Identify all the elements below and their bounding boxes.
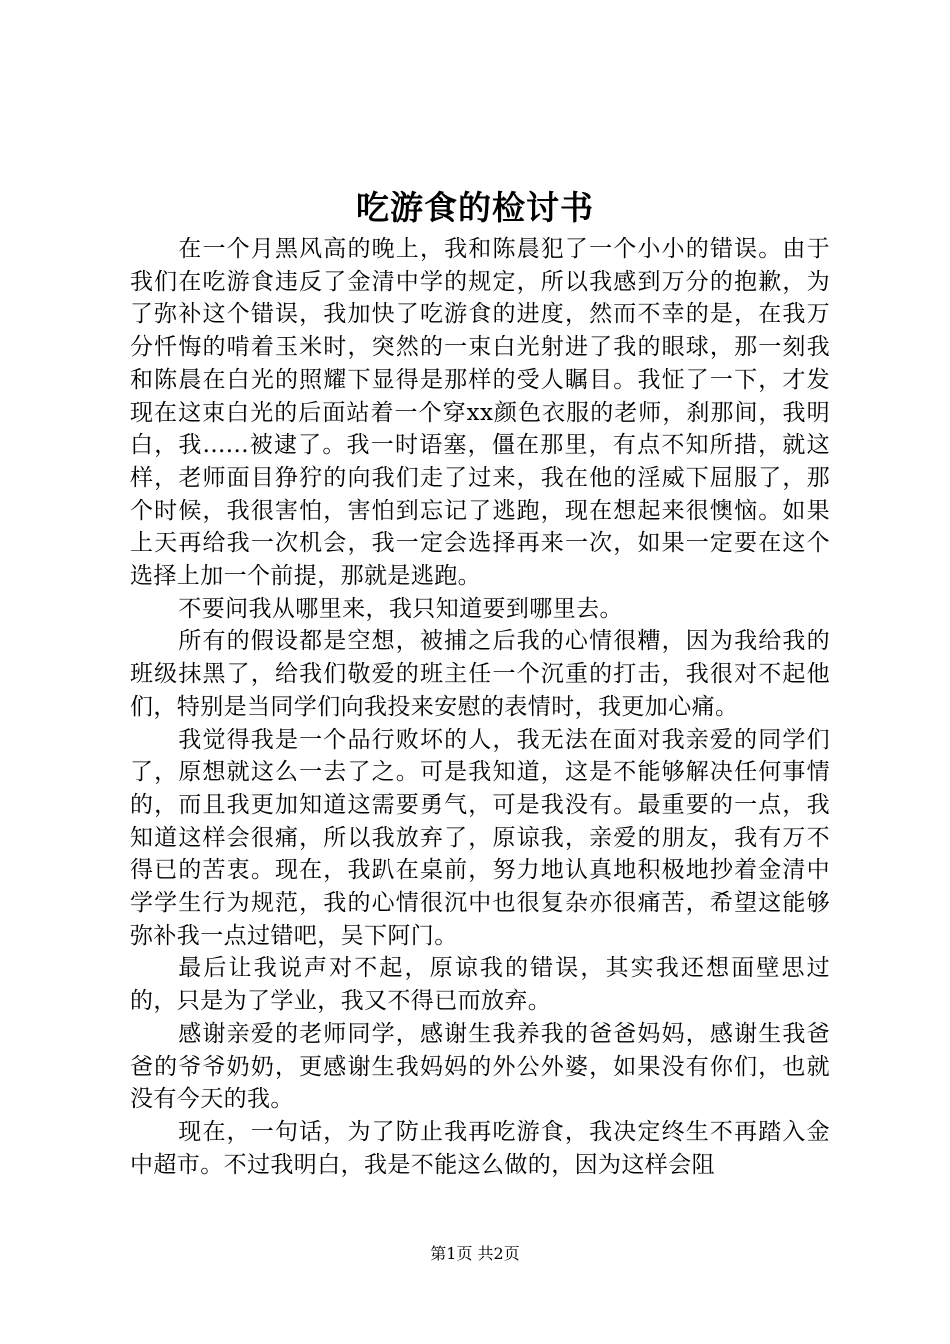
paragraph: 我觉得我是一个品行败坏的人，我无法在面对我亲爱的同学们了，原想就这么一去了之。可是我知道，这是不能够解决任何事情的，而且我更加知道这需要勇气，可是我没有。最重要的一点，我知道这样会很痛，所以我放弃了，原谅我，亲爱的朋友，我有万不得已的苦衷。现在，我趴在桌前，努力地认真地积极地抄着金清中学学生行为规范，我的心情很沉中也很复杂亦很痛苦，希望这能够弥补我一点过错吧，吴下阿门。 <box>130 726 830 949</box>
paragraph: 在一个月黑风高的晚上，我和陈晨犯了一个小小的错误。由于我们在吃游食违反了金清中学的规定，所以我感到万分的抱歉，为了弥补这个错误，我加快了吃游食的进度，然而不幸的是，在我万分忏悔的啃着玉米时，突然的一束白光射进了我的眼球，那一刻我和陈晨在白光的照耀下显得是那样的受人瞩目。我怔了一下，才发现在这束白光的后面站着一个穿xx颜色衣服的老师，刹那间，我明白，我......被逮了。我一时语塞，僵在那里，有点不知所措，就这样，老师面目狰狞的向我们走了过来，我在他的淫威下屈服了，那个时候，我很害怕，害怕到忘记了逃跑，现在想起来很懊恼。如果上天再给我一次机会，我一定会选择再来一次，如果一定要在这个选择上加一个前提，那就是逃跑。 <box>130 236 830 590</box>
document-title: 吃游食的检讨书 <box>356 188 594 227</box>
paragraph: 现在，一句话，为了防止我再吃游食，我决定终生不再踏入金中超市。不过我明白，我是不能这么做的，因为这样会阻 <box>130 1118 830 1178</box>
paragraph: 最后让我说声对不起，原谅我的错误，其实我还想面壁思过的，只是为了学业，我又不得已而放弃。 <box>130 955 830 1015</box>
paragraph: 不要问我从哪里来，我只知道要到哪里去。 <box>178 595 623 622</box>
document-body <box>130 233 830 1181</box>
page-number-footer: 第1页 共2页 <box>430 1244 520 1263</box>
paragraph: 感谢亲爱的老师同学，感谢生我养我的爸爸妈妈，感谢生我爸爸的爷爷奶奶，更感谢生我妈妈的外公外婆，如果没有你们，也就没有今天的我。 <box>130 1020 830 1113</box>
paragraph: 所有的假设都是空想，被捕之后我的心情很糟，因为我给我的班级抹黑了，给我们敬爱的班主任一个沉重的打击，我很对不起他们，特别是当同学们向我投来安慰的表情时，我更加心痛。 <box>130 628 830 720</box>
